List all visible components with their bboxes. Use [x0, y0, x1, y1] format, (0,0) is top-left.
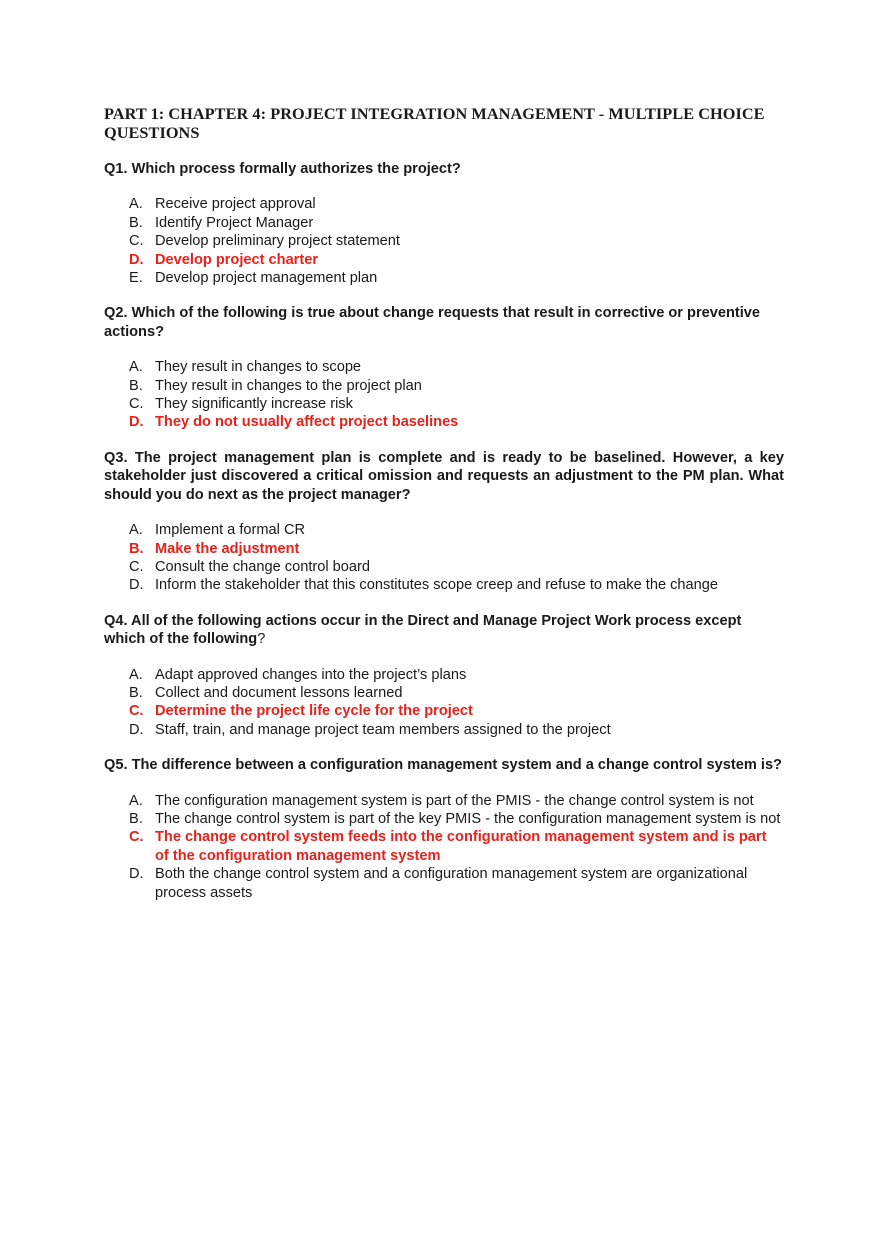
option-d[interactable]: D. Staff, train, and manage project team members assigned to the project [129, 721, 611, 738]
option-b[interactable]: B. Identify Project Manager [129, 214, 314, 231]
question-1 [104, 160, 784, 287]
option-c[interactable]: C. Consult the change control board [129, 558, 370, 575]
question-text: Q5. The difference between a configuration management system and a change control system is? [104, 757, 782, 774]
question-text: Q4. All of the following actions occur in the Direct and Manage Project Work process except which of the following? [104, 612, 742, 648]
document-page [104, 104, 784, 919]
option-a[interactable]: A. They result in changes to scope [129, 359, 362, 376]
option-a[interactable]: A. Adapt approved changes into the project’s plans [129, 666, 467, 683]
option-c-correct[interactable]: C. Determine the project life cycle for the project [129, 703, 473, 720]
option-b[interactable]: B. They result in changes to the project plan [129, 377, 422, 394]
answer-options [104, 666, 784, 740]
option-c-correct[interactable]: C. The change control system feeds into the configuration management system and is part of the configuration management system [129, 829, 767, 864]
answer-options [104, 358, 784, 432]
question-text: Q3. The project management plan is complete and is ready to be baselined. However, a key stakeholder just discovered a critical omission and requests an adjustment to the PM plan. What should you do next as the project manager? [104, 449, 784, 503]
option-e[interactable]: E. Develop project management plan [129, 270, 378, 287]
option-d[interactable]: D. Both the change control system and a configuration management system are organizational process assets [129, 866, 748, 901]
question-3 [104, 449, 784, 595]
option-a[interactable]: A. The configuration management system is part of the PMIS - the change control system is not [129, 792, 754, 809]
question-2 [104, 304, 784, 431]
option-c[interactable]: C. They significantly increase risk [129, 396, 353, 413]
option-d-correct[interactable]: D. They do not usually affect project baselines [129, 414, 459, 431]
option-a[interactable]: A. Receive project approval [129, 196, 316, 213]
option-b-correct[interactable]: B. Make the adjustment [129, 540, 300, 557]
option-a[interactable]: A. Implement a formal CR [129, 522, 306, 539]
question-4 [104, 612, 784, 739]
question-text: Q1. Which process formally authorizes the project? [104, 161, 461, 177]
option-c[interactable]: C. Develop preliminary project statement [129, 233, 400, 250]
question-text: Q2. Which of the following is true about change requests that result in corrective or preventive actions? [104, 305, 761, 340]
option-d-correct[interactable]: D. Develop project charter [129, 251, 319, 268]
answer-options [104, 521, 784, 595]
question-5 [104, 756, 784, 902]
option-b[interactable]: B. Collect and document lessons learned [129, 684, 403, 701]
option-b[interactable]: B. The change control system is part of the key PMIS - the configuration management system is not [129, 810, 781, 827]
answer-options [104, 792, 784, 902]
option-d[interactable]: D. Inform the stakeholder that this constitutes scope creep and refuse to make the change [129, 577, 718, 594]
answer-options [104, 195, 784, 287]
page-title: PART 1: CHAPTER 4: PROJECT INTEGRATION MANAGEMENT - MULTIPLE CHOICE QUESTIONS [104, 104, 765, 142]
